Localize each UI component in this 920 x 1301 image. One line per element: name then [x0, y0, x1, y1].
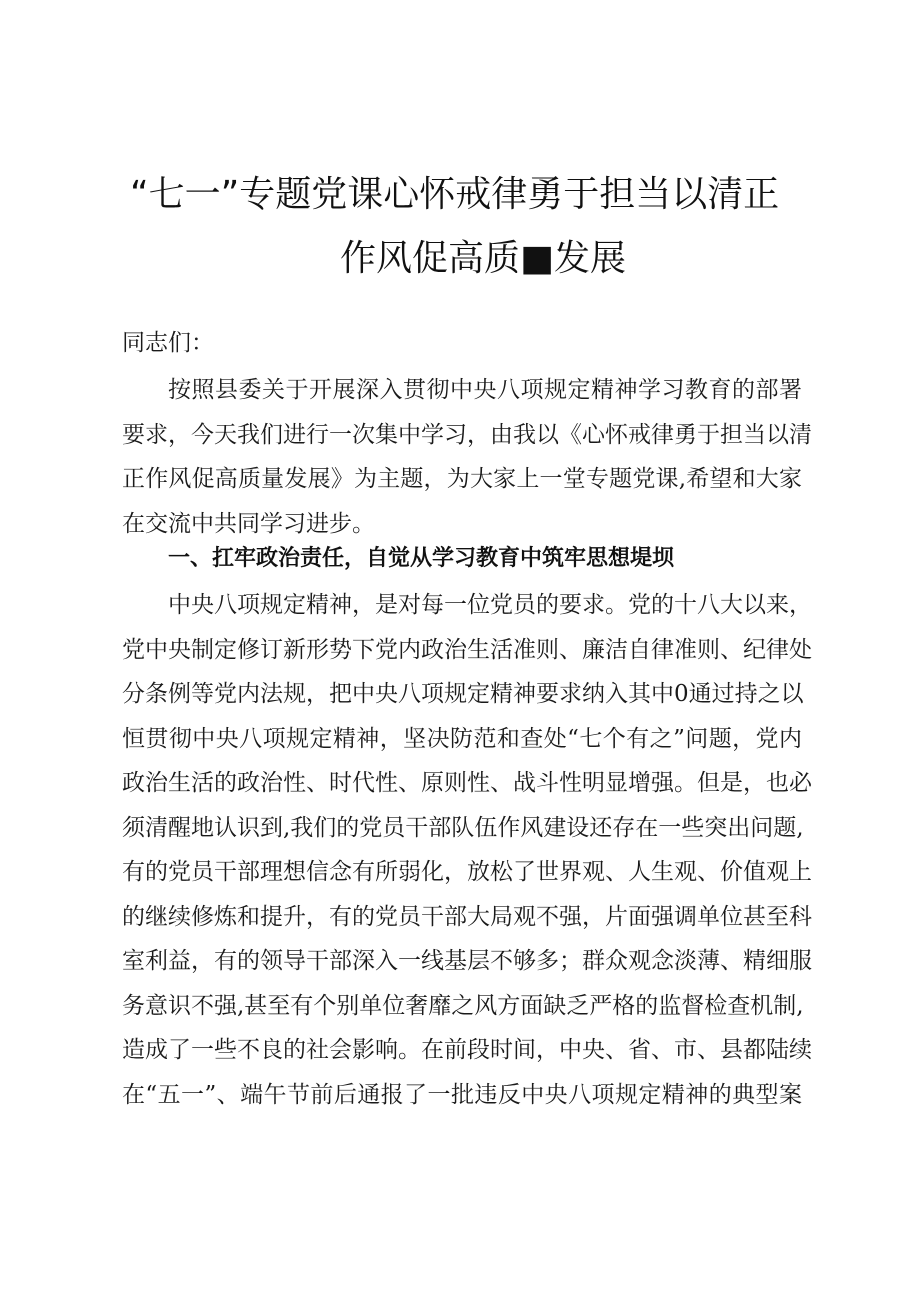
- paragraph-line: 室利益，有的领导干部深入一线基层不够多；群众观念淡薄、精细服: [122, 948, 812, 974]
- paragraph-line: 有的党员干部理想信念有所弱化，放松了世界观、人生观、价值观上: [122, 859, 812, 885]
- paragraph-line: 党中央制定修订新形势下党内政治生活准则、廉洁自律准则、纪律处: [122, 636, 812, 663]
- paragraph-intro: [122, 368, 812, 546]
- paragraph-line: 造成了一些不良的社会影响。在前段时间，中央、省、市、县都陆续: [122, 1037, 812, 1063]
- paragraph-line: 正作风促高质量发展》为主题，为大家上一堂专题党课,希望和大家: [122, 466, 802, 492]
- paragraph-line: 要求，今天我们进行一次集中学习，由我以《心怀戒律勇于担当以清: [122, 421, 812, 448]
- paragraph-line: 在交流中共同学习进步。: [122, 510, 375, 537]
- paragraph-line: 须清醒地认识到,我们的党员干部队伍作风建设还存在一些突出问题,: [122, 814, 804, 841]
- paragraph-line: 政治生活的政治性、时代性、原则性、战斗性明显增强。但是，也必: [122, 770, 812, 796]
- document-title-line-2: 作风促高质■发展: [340, 238, 627, 279]
- paragraph-line: 中央八项规定精神，是对每一位党员的要求。党的十八大以来，: [168, 592, 812, 618]
- salutation: 同志们：: [122, 330, 214, 356]
- paragraph-line: 恒贯彻中央八项规定精神，坚决防范和查处“七个有之”问题，党内: [122, 725, 802, 752]
- paragraph-line: 务意识不强,甚至有个别单位奢靡之风方面缺乏严格的监督检查机制,: [122, 992, 804, 1019]
- section-heading-1: 一、扛牢政治责任，自觉从学习教育中筑牢思想堤坝: [168, 546, 675, 571]
- paragraph-section-1: [122, 583, 812, 1117]
- paragraph-line: 按照县委关于开展深入贯彻中央八项规定精神学习教育的部署: [168, 377, 802, 403]
- paragraph-line: 的继续修炼和提升，有的党员干部大局观不强，片面强调单位甚至科: [122, 903, 812, 930]
- paragraph-line: 在“五一”、端午节前后通报了一批违反中央八项规定精神的典型案: [122, 1081, 802, 1108]
- paragraph-line: 分条例等党内法规，把中央八项规定精神要求纳入其中0通过持之以: [122, 681, 804, 707]
- document-title-line-1: “七一”专题党课心怀戒律勇于担当以清正: [130, 174, 780, 215]
